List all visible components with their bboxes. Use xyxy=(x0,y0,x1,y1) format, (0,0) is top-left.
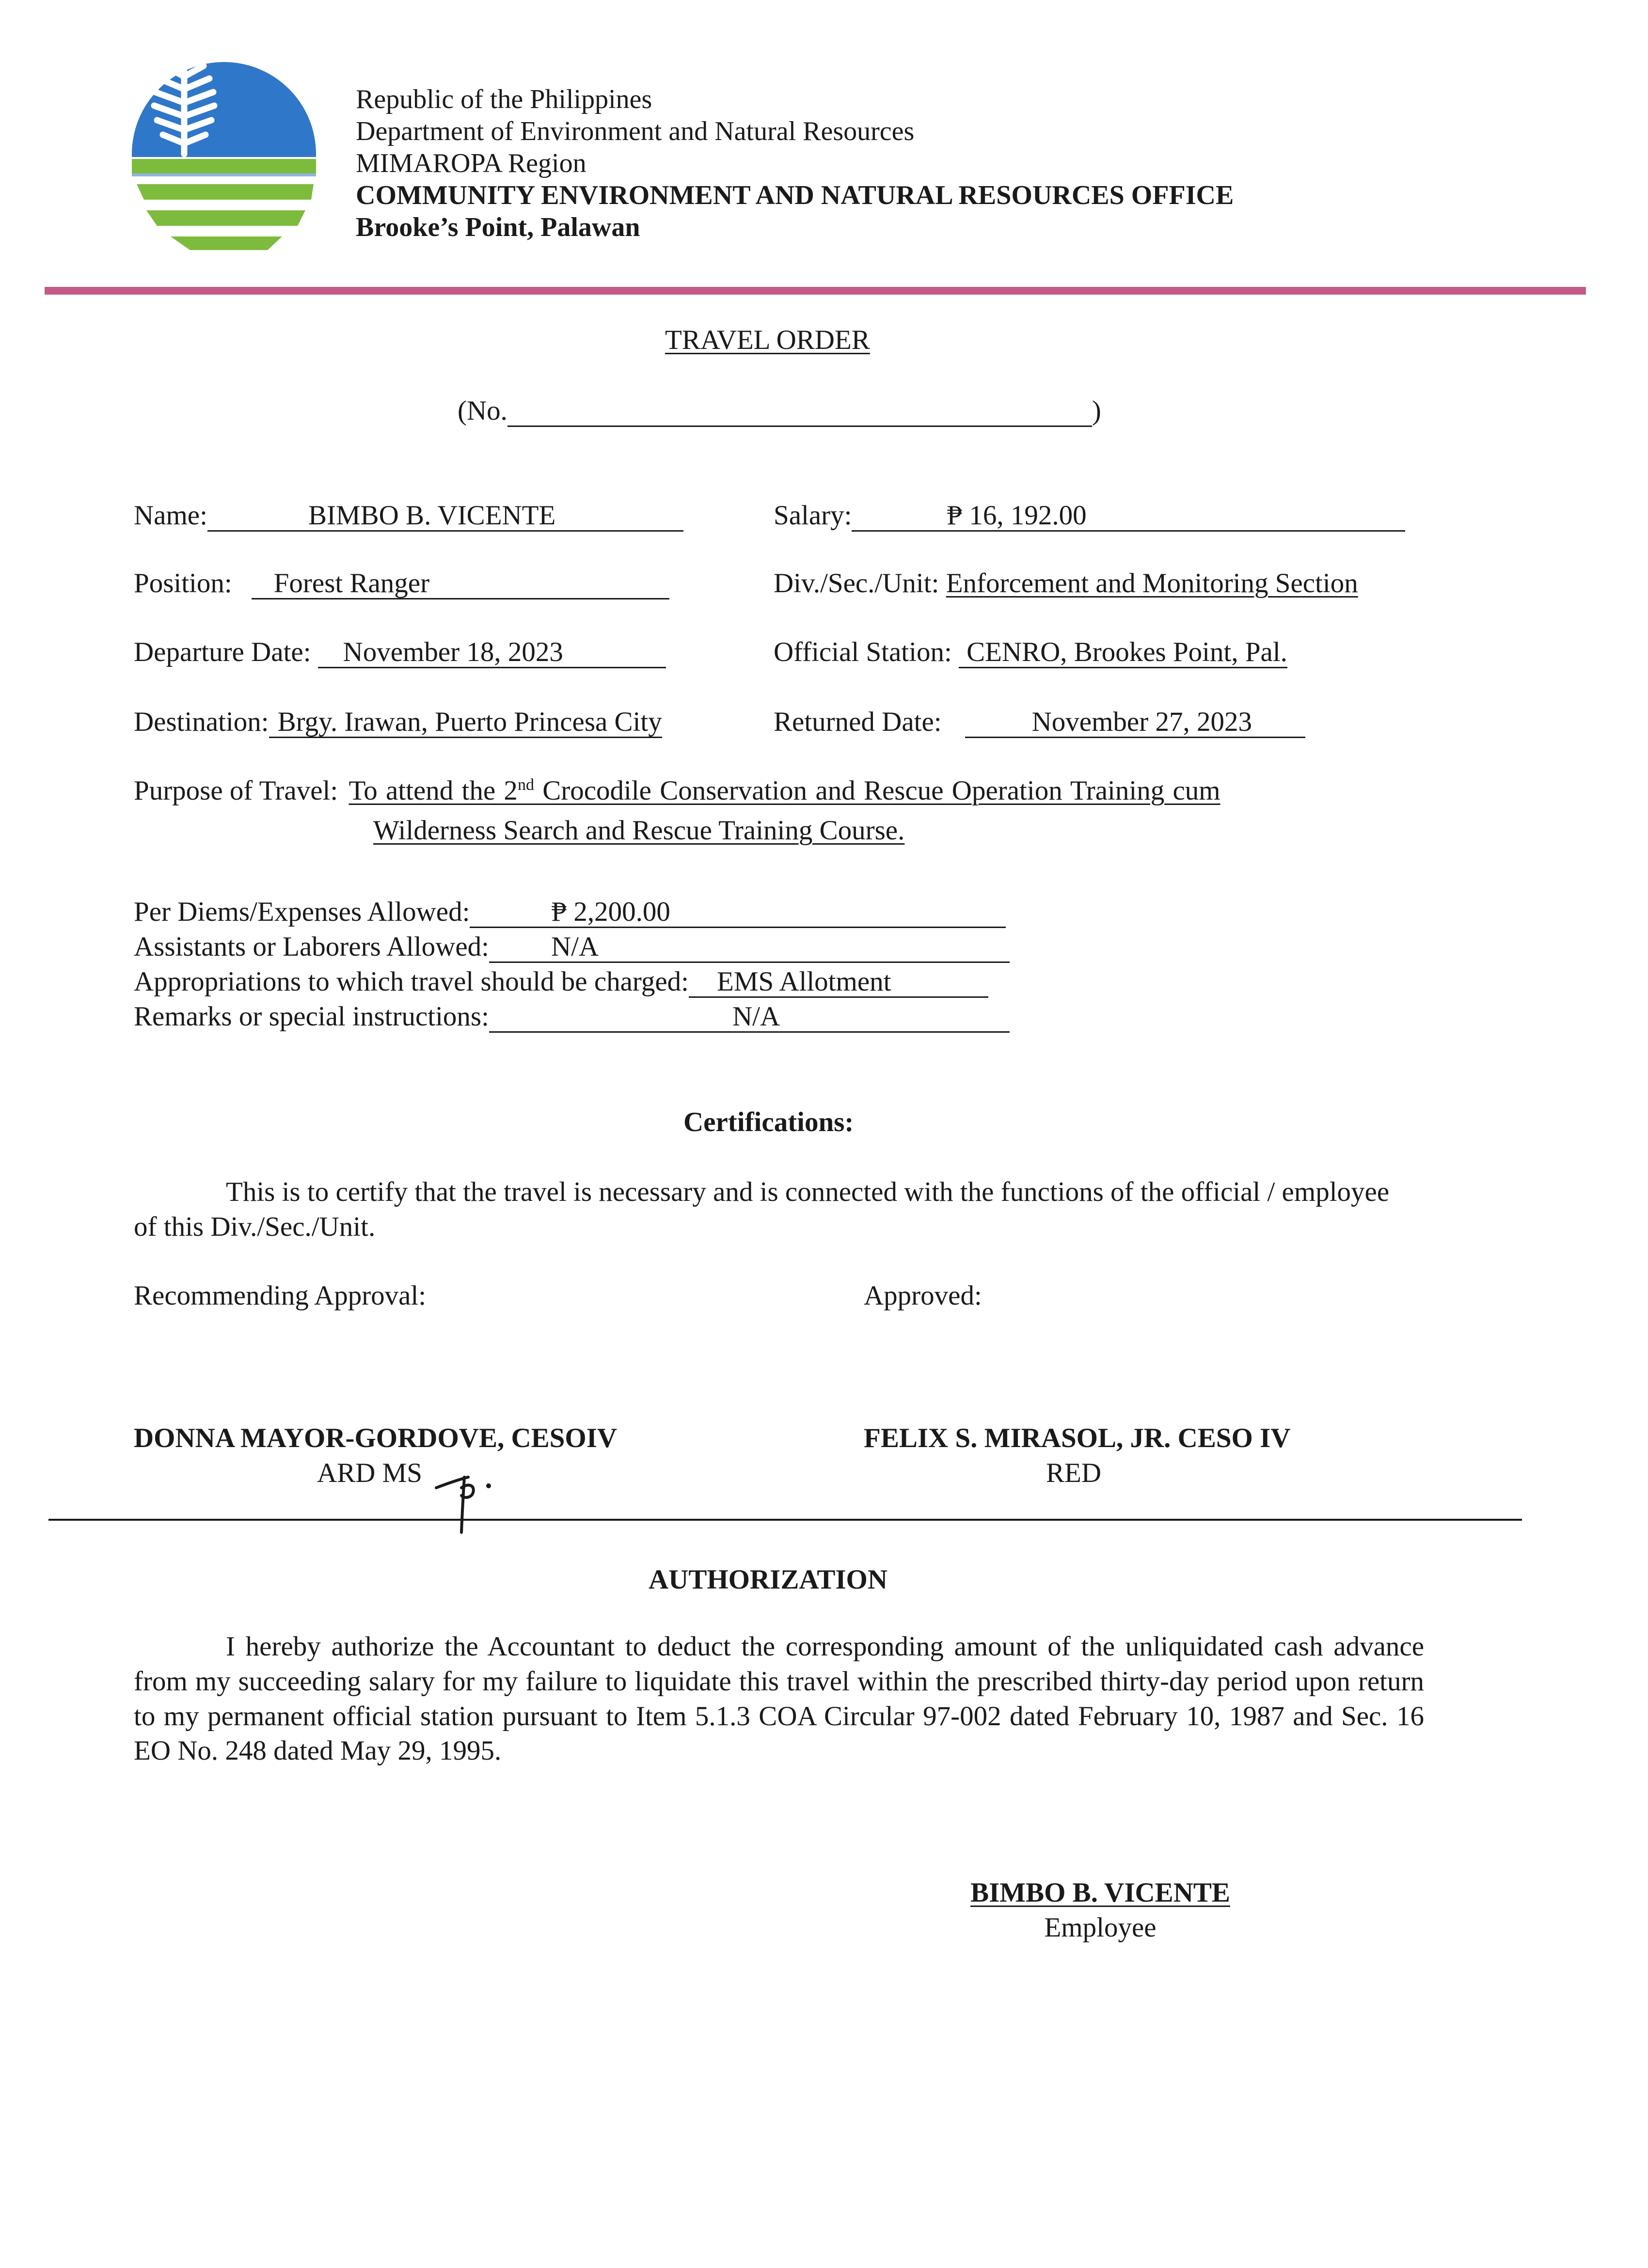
initial-signature xyxy=(434,1468,502,1536)
header-line-office: COMMUNITY ENVIRONMENT AND NATURAL RESOURCES OFFICE xyxy=(356,180,1234,210)
employee-name: BIMBO B. VICENTE xyxy=(970,1877,1230,1908)
division-label: Div./Sec./Unit: xyxy=(774,568,939,598)
logo-land-stripes xyxy=(132,159,316,250)
departure-value: November 18, 2023 xyxy=(318,638,666,668)
assistants-label: Assistants or Laborers Allowed: xyxy=(134,931,489,962)
division-field xyxy=(774,567,1358,600)
station-value: CENRO, Brookes Point, Pal. xyxy=(959,638,1287,668)
header-line-republic: Republic of the Philippines xyxy=(356,84,652,114)
station-field xyxy=(774,636,1287,669)
division-value: Enforcement and Monitoring Section xyxy=(946,568,1358,598)
departure-field xyxy=(134,636,666,669)
per-diems-label: Per Diems/Expenses Allowed: xyxy=(134,897,470,927)
returned-value: November 27, 2023 xyxy=(965,708,1305,738)
returned-label: Returned Date: xyxy=(774,707,942,737)
assistants-row xyxy=(134,929,1010,964)
name-label: Name: xyxy=(134,500,207,531)
certification-text: This is to certify that the travel is necessary and is connected with the functions of the official / employee of this Div./Sec./Unit. xyxy=(134,1177,1390,1242)
employee-title: Employee xyxy=(1044,1912,1157,1943)
page-title: TRAVEL ORDER xyxy=(665,325,870,355)
purpose-label: Purpose of Travel: xyxy=(134,775,338,806)
salary-label: Salary: xyxy=(774,500,852,531)
header-line-region: MIMAROPA Region xyxy=(356,148,586,178)
assistants-value: N/A xyxy=(489,932,1010,963)
per-diems-row xyxy=(134,895,1010,929)
purpose-line-1: To attend the 2nd Crocodile Conservation and Rescue Operation Training cum xyxy=(349,775,1220,806)
remarks-label: Remarks or special instructions: xyxy=(134,1001,489,1032)
destination-value: Brgy. Irawan, Puerto Princesa City xyxy=(269,708,662,738)
appropriations-value: EMS Allotment xyxy=(689,967,988,998)
header-divider xyxy=(45,287,1586,295)
order-number xyxy=(458,394,1101,427)
certifications-heading: Certifications: xyxy=(683,1107,854,1137)
recommender-title: ARD MS xyxy=(317,1458,422,1488)
position-label: Position: xyxy=(134,568,232,598)
purpose-line-2: Wilderness Search and Rescue Training Course. xyxy=(373,815,905,846)
departure-label: Departure Date: xyxy=(134,637,311,667)
position-field xyxy=(134,567,669,600)
remarks-row xyxy=(134,999,1010,1034)
approver-name: FELIX S. MIRASOL, JR. CESO IV xyxy=(864,1423,1291,1453)
per-diems-value: ₱ 2,200.00 xyxy=(470,898,1006,928)
employee-signature-block xyxy=(935,1876,1265,1945)
recommender-name: DONNA MAYOR-GORDOVE, CESOIV xyxy=(134,1423,618,1453)
salary-field xyxy=(774,499,1405,532)
position-value: Forest Ranger xyxy=(252,569,669,599)
name-value: BIMBO B. VICENTE xyxy=(207,501,683,532)
section-divider xyxy=(48,1519,1522,1521)
station-label: Official Station: xyxy=(774,637,952,667)
header-line-department: Department of Environment and Natural Resources xyxy=(356,116,915,146)
purpose-field xyxy=(134,774,1220,807)
salary-value: ₱ 16, 192.00 xyxy=(852,501,1405,532)
appropriations-row xyxy=(134,964,1010,999)
denr-logo xyxy=(127,57,321,261)
authorization-text: I hereby authorize the Accountant to deduct the corresponding amount of the unliquidated cash advance from my succeeding salary for my failure to liquidate this travel within the prescribed thirty-day period upon return to my permanent official station pursuant to Item 5.1.3 COA Circular 97-002 dated February 10, 1987 and Sec. 16 EO No. 248 dated May 29, 1995. xyxy=(134,1631,1424,1766)
denr-logo-icon xyxy=(127,57,321,261)
order-number-suffix: ) xyxy=(1092,395,1101,426)
destination-label: Destination: xyxy=(134,707,269,737)
recommending-label: Recommending Approval: xyxy=(134,1280,427,1311)
destination-field xyxy=(134,706,662,739)
agency-header xyxy=(356,83,1234,243)
initial-signature-icon xyxy=(434,1468,502,1536)
approved-label: Approved: xyxy=(864,1280,982,1311)
order-number-blank xyxy=(507,396,1092,427)
allowances-block xyxy=(134,895,1010,1034)
remarks-value: N/A xyxy=(489,1002,1010,1033)
approver-title: RED xyxy=(1046,1458,1101,1488)
order-number-prefix: (No. xyxy=(458,395,507,426)
name-field xyxy=(134,499,683,532)
header-line-location: Brooke’s Point, Palawan xyxy=(356,212,640,242)
appropriations-label: Appropriations to which travel should be charged: xyxy=(134,966,689,997)
authorization-heading: AUTHORIZATION xyxy=(649,1564,888,1595)
returned-field xyxy=(774,706,1305,739)
